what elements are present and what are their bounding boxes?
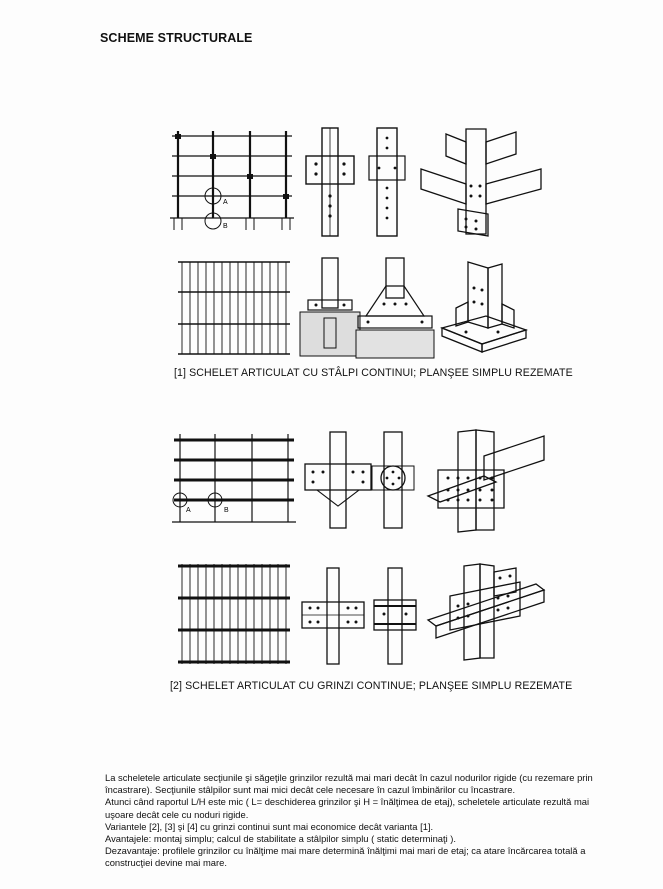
floor-plan-1 bbox=[174, 258, 294, 358]
detail-label-a: A bbox=[223, 199, 228, 206]
column-splice-section-1 bbox=[365, 126, 409, 238]
base-3d-view-1 bbox=[436, 258, 532, 358]
frame-elevation-2 bbox=[170, 430, 300, 530]
paragraph-advantages: Avantajele: montaj simplu; calcul de stabilitate a stâlpilor simplu ( static determinaţi ). bbox=[105, 833, 457, 845]
figure-2-caption: [2] SCHELET ARTICULAT CU GRINZI CONTINUE; PLANŞEE SIMPLU REZEMATE bbox=[170, 680, 573, 692]
detail-label-a-2: A bbox=[186, 507, 191, 514]
beam-splice-3d-view-2 bbox=[424, 562, 548, 662]
description-text bbox=[105, 772, 615, 870]
beam-column-section-3 bbox=[368, 430, 418, 530]
joint-3d-view-1 bbox=[416, 124, 546, 240]
base-plate-elevation-1 bbox=[354, 256, 436, 364]
detail-label-b-2: B bbox=[224, 507, 229, 514]
paragraph-sections: La scheletele articulate secţiunile şi săgeţile grinzilor rezultă mai mari decât în cazul nodurilor rigide (cu rezemare prin încastrare). Secţiunile stâlpilor sunt mai mici decât cele necesare în cazul îmbinărilor cu încastrare. bbox=[105, 772, 593, 796]
frame-elevation-1 bbox=[168, 126, 298, 238]
paragraph-disadvantages: Dezavantaje: profilele grinzilor cu înălţime mai mare determină înălţimi mai mari de etaj; ca atare încărcarea totală a construcţiei devine mai mare. bbox=[105, 845, 586, 869]
joint-3d-view-2 bbox=[424, 426, 548, 536]
paragraph-variants: Variantele [2], [3] şi [4] cu grinzi continui sunt mai economice decât varianta [1]. bbox=[105, 820, 434, 832]
floor-plan-2 bbox=[174, 560, 294, 668]
beam-splice-plan-2 bbox=[300, 566, 366, 666]
column-beam-section-1 bbox=[302, 126, 358, 238]
beam-splice-section-2 bbox=[370, 566, 420, 666]
beam-column-section-2 bbox=[303, 430, 373, 530]
page-title: SCHEME STRUCTURALE bbox=[100, 31, 253, 45]
base-plate-section-1 bbox=[298, 256, 362, 364]
paragraph-ratio: Atunci când raportul L/H este mic ( L= deschiderea grinzilor şi H = înălţimea de etaj), scheletele articulate rezultă mai uşoare decât cele cu noduri rigide. bbox=[105, 796, 590, 820]
figure-1-caption: [1] SCHELET ARTICULAT CU STÂLPI CONTINUI; PLANŞEE SIMPLU REZEMATE bbox=[174, 367, 573, 379]
detail-label-b: B bbox=[223, 223, 228, 230]
